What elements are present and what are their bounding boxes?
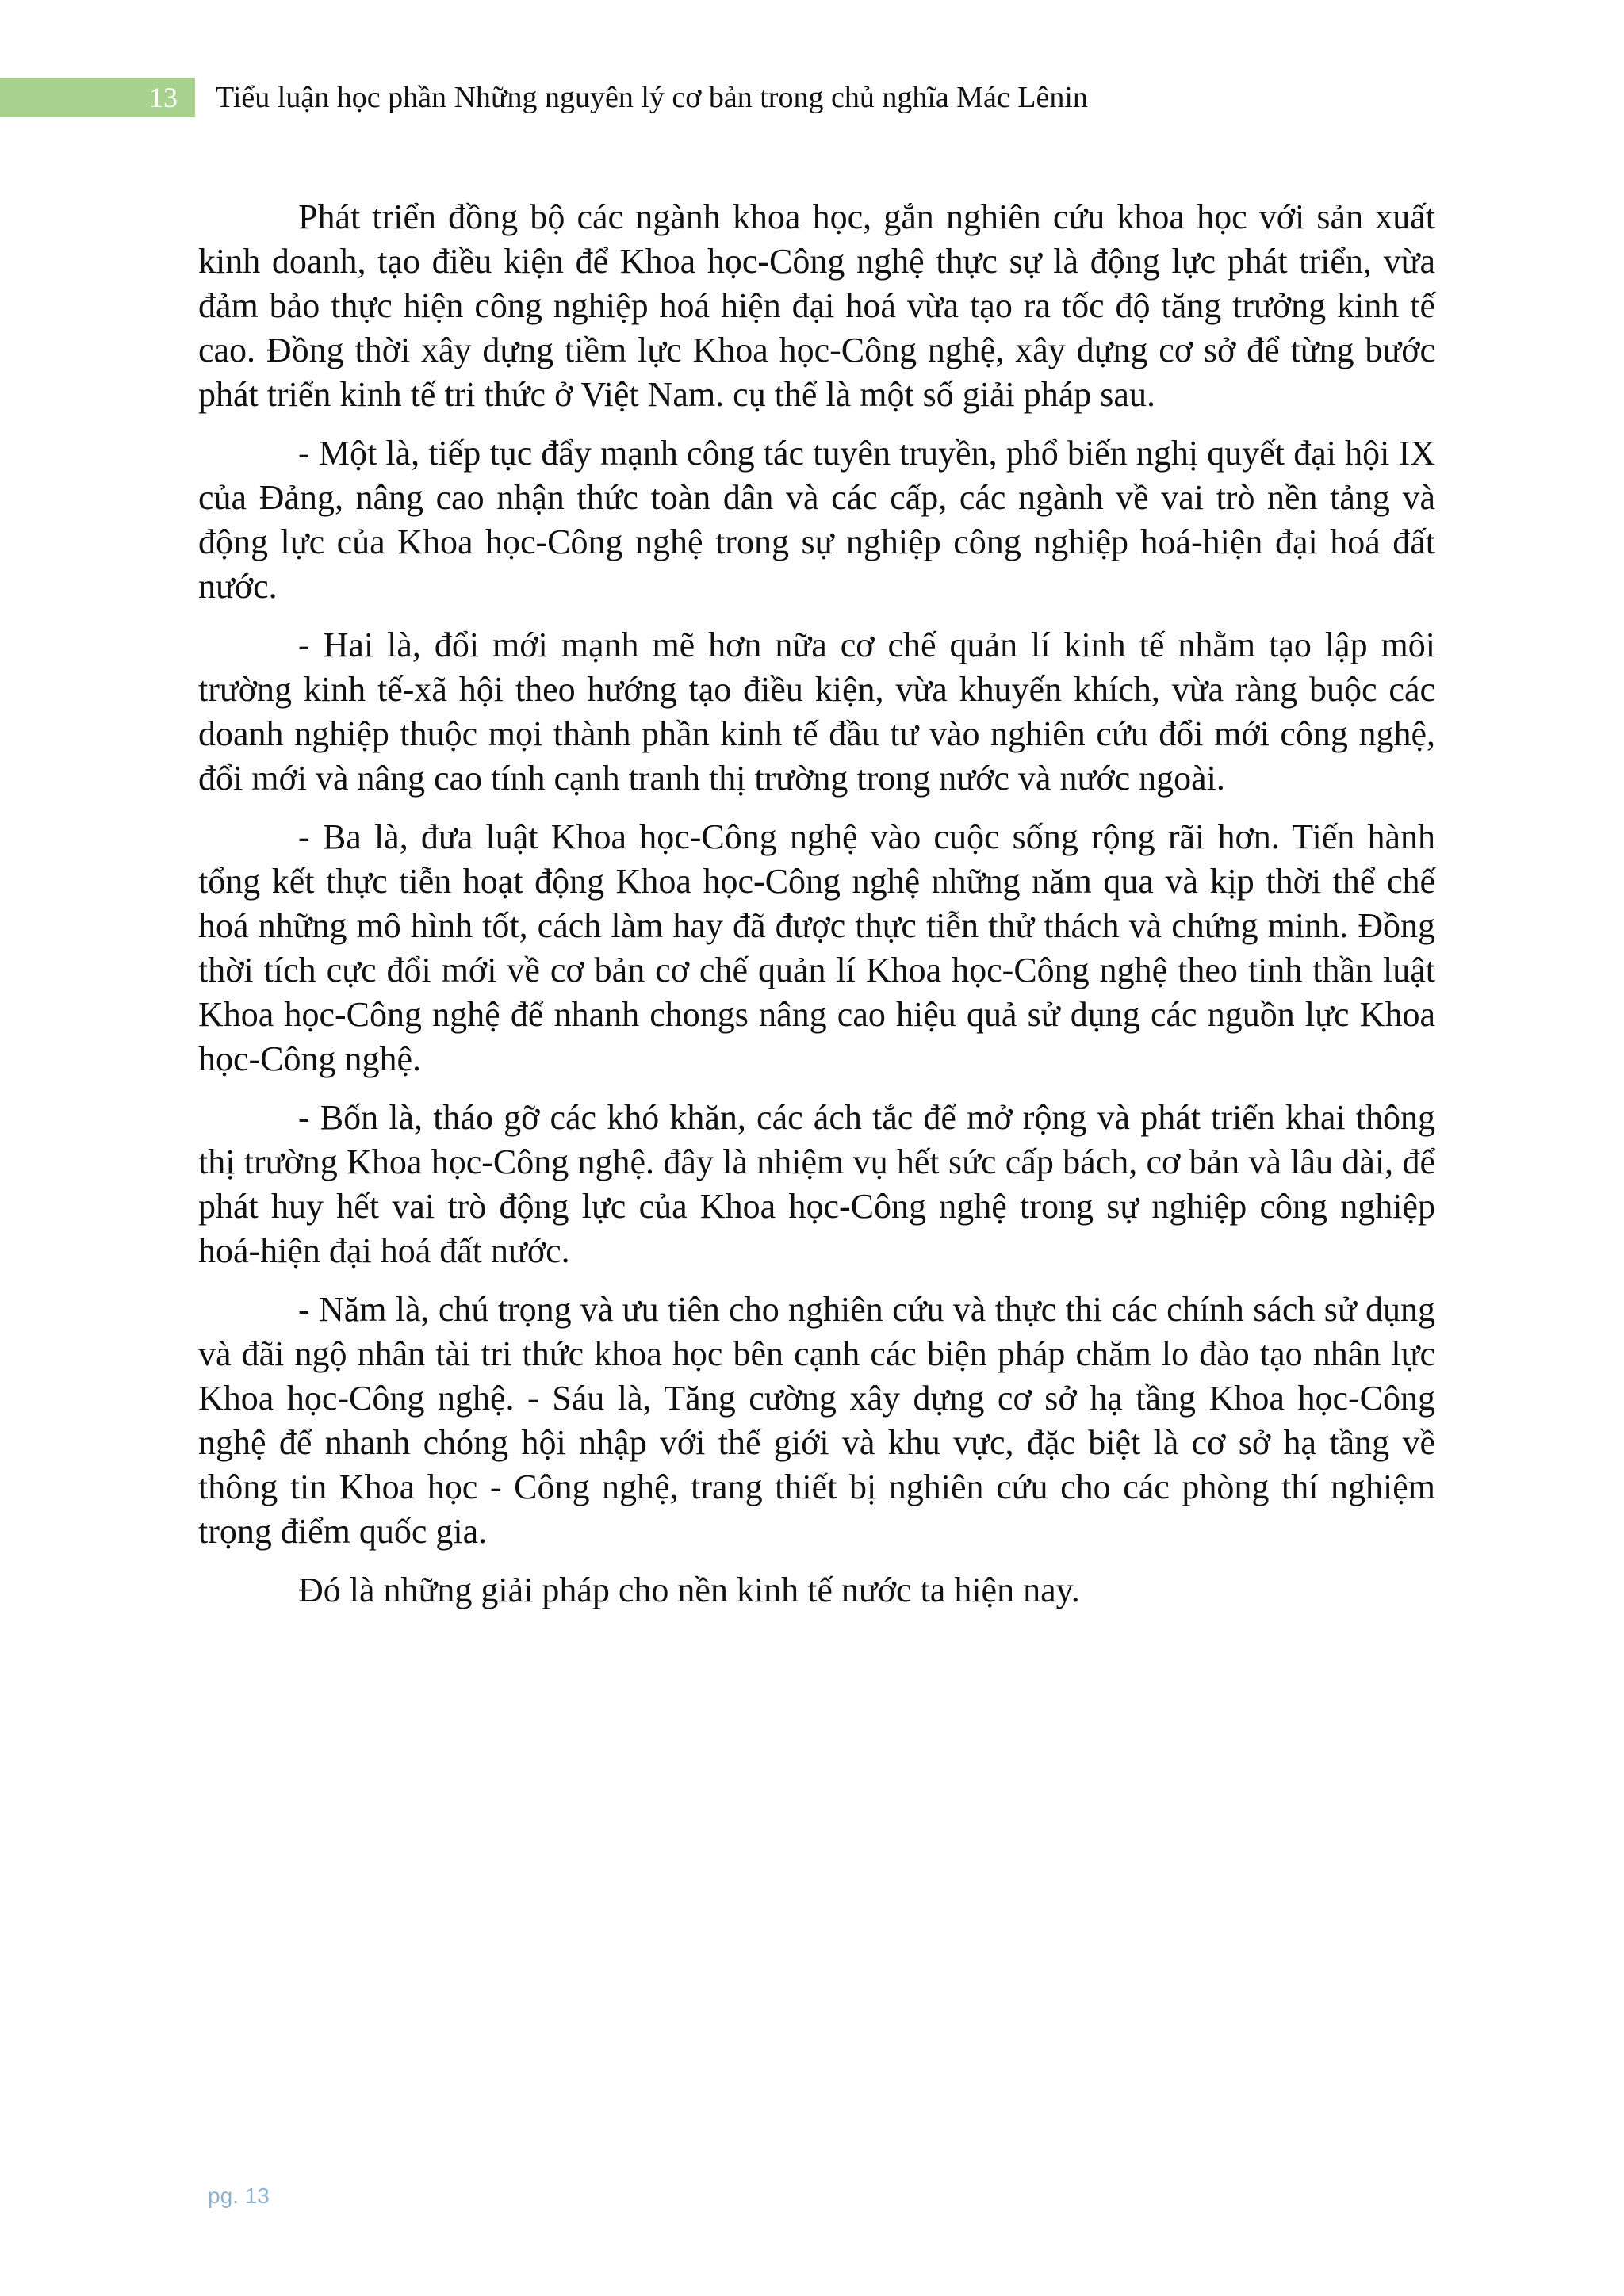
paragraph-conclusion: Đó là những giải pháp cho nền kinh tế nước ta hiện nay. — [298, 1571, 1080, 1609]
footer-page-label: pg. 13 — [208, 2183, 270, 2208]
header-title: Tiểu luận học phần Những nguyên lý cơ bản trong chủ nghĩa Mác Lênin — [216, 81, 1088, 114]
page-header — [0, 78, 1624, 117]
header-page-number: 13 — [0, 78, 195, 117]
paragraph-solution-5-6: - Năm là, chú trọng và ưu tiên cho nghiên cứu và thực thi các chính sách sử dụng và đãi ngộ nhân tài tri thức khoa học bên cạnh các biện pháp chăm lo đào tạo nhân lực Khoa học-Công nghệ. - Sáu là, Tăng cường xây dựng cơ sở hạ tầng Khoa học-Công nghệ để nhanh chóng hội nhập với thế giới và khu vực, đặc biệt là cơ sở hạ tầng về thông tin Khoa học - Công nghệ, trang thiết bị nghiên cứu cho các phòng thí nghiệm trọng điểm quốc gia. — [198, 1290, 1435, 1551]
paragraph-intro: Phát triển đồng bộ các ngành khoa học, gắn nghiên cứu khoa học với sản xuất kinh doanh, tạo điều kiện để Khoa học-Công nghệ thực sự là động lực phát triển, vừa đảm bảo thực hiện công nghiệp hoá hiện đại hoá vừa tạo ra tốc độ tăng trưởng kinh tế cao. Đồng thời xây dựng tiềm lực Khoa học-Công nghệ, xây dựng cơ sở để từng bước phát triển kinh tế tri thức ở Việt Nam. cụ thể là một số giải pháp sau. — [198, 197, 1435, 414]
paragraph-solution-2: - Hai là, đổi mới mạnh mẽ hơn nữa cơ chế quản lí kinh tế nhằm tạo lập môi trường kinh tế-xã hội theo hướng tạo điều kiện, vừa khuyến khích, vừa ràng buộc các doanh nghiệp thuộc mọi thành phần kinh tế đầu tư vào nghiên cứu đổi mới công nghệ, đổi mới và nâng cao tính cạnh tranh thị trường trong nước và nước ngoài. — [198, 626, 1435, 798]
paragraph-solution-4: - Bốn là, tháo gỡ các khó khăn, các ách tắc để mở rộng và phát triển khai thông thị trường Khoa học-Công nghệ. đây là nhiệm vụ hết sức cấp bách, cơ bản và lâu dài, để phát huy hết vai trò động lực của Khoa học-Công nghệ trong sự nghiệp công nghiệp hoá-hiện đại hoá đất nước. — [198, 1098, 1435, 1270]
document-body — [198, 195, 1435, 1627]
paragraph-solution-3: - Ba là, đưa luật Khoa học-Công nghệ vào cuộc sống rộng rãi hơn. Tiến hành tổng kết thực tiễn hoạt động Khoa học-Công nghệ những năm qua và kịp thời thể chế hoá những mô hình tốt, cách làm hay đã được thực tiễn thử thách và chứng minh. Đồng thời tích cực đổi mới về cơ bản cơ chế quản lí Khoa học-Công nghệ theo tinh thần luật Khoa học-Công nghệ để nhanh chongs nâng cao hiệu quả sử dụng các nguồn lực Khoa học-Công nghệ. — [198, 817, 1435, 1078]
paragraph-solution-1: - Một là, tiếp tục đẩy mạnh công tác tuyên truyền, phổ biến nghị quyết đại hội IX của Đảng, nâng cao nhận thức toàn dân và các cấp, các ngành về vai trò nền tảng và động lực của Khoa học-Công nghệ trong sự nghiệp công nghiệp hoá-hiện đại hoá đất nước. — [198, 434, 1435, 606]
